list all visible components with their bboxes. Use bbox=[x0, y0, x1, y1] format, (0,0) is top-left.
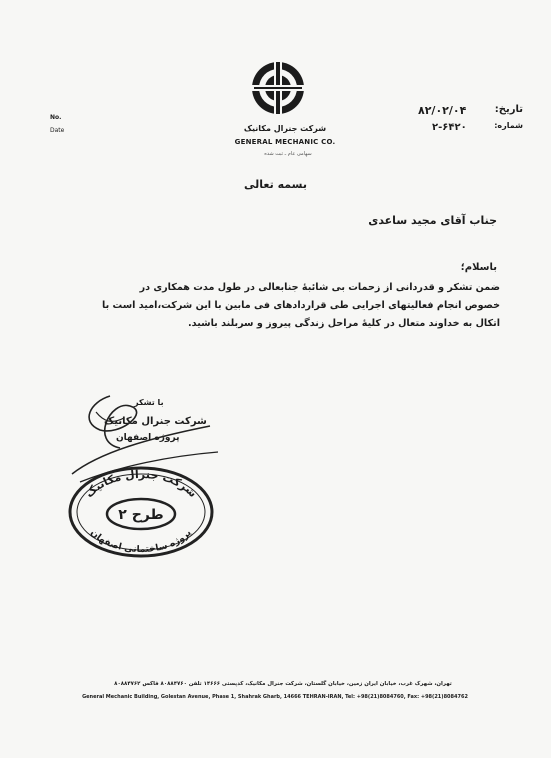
stamp-center-text: طرح ۲ bbox=[118, 507, 164, 523]
date-label-fa: تاریخ: bbox=[494, 104, 523, 115]
body-line: اتکال به خداوند متعال در کلیهٔ مراحل زندگی پیروز و سربلند باشید. bbox=[188, 318, 500, 329]
signature-thanks: با تشکر bbox=[134, 398, 164, 407]
signature-company: شرکت جنرال مکانیک bbox=[104, 416, 207, 427]
footer-address-en: General Mechanic Building, Golestan Avenue, Phase 1, Shahrak Gharb, 14666 TEHRAN-IRAN, Tel: +98(21)8084760, Fax: +98(21)8084762 bbox=[82, 694, 468, 700]
number-label-fa: شماره: bbox=[494, 121, 523, 130]
letter-number: ۲-۶۴۲۰ bbox=[432, 122, 467, 133]
greeting-line: باسلام؛ bbox=[460, 262, 497, 273]
body-line: ضمن تشکر و قدردانی از زحمات بی شائبهٔ جنابعالی در طول مدت همکاری در bbox=[139, 282, 500, 293]
invocation-heading: بسمه تعالی bbox=[244, 178, 307, 191]
company-name-fa: شرکت جنرال مکانیک bbox=[243, 124, 327, 133]
svg-text:شرکت جنرال مکانیک bbox=[83, 468, 200, 500]
company-stamp bbox=[66, 464, 216, 560]
company-subtitle: سهامی عام ـ ثبت شده bbox=[264, 151, 312, 157]
letter-date: ۸۲/۰۲/۰۴ bbox=[418, 104, 467, 117]
stamp-top-text: شرکت جنرال مکانیک bbox=[82, 467, 200, 501]
company-logo-icon bbox=[248, 58, 308, 128]
stamp-bottom-text: پروژه ساختمانی اصفهان bbox=[88, 528, 194, 556]
signature-project: پروژه اصفهان bbox=[116, 433, 180, 443]
number-label-en: No. bbox=[50, 114, 62, 121]
company-name-en: GENERAL MECHANIC CO. bbox=[234, 138, 336, 146]
body-line: خصوص انجام فعالیتهای اجرایی طی قراردادهای فی مابین با این شرکت،امید است با bbox=[102, 300, 500, 311]
footer-address-fa: تهران، شهرک غرب، خیابان ایران زمین، خیابان گلستان، شرکت جنرال مکانیک، کدپستی ۱۴۶۶۶ تلفن ۸۰۸۸۴۷۶۰ فاکس ۸۰۸۸۴۷۶۲ bbox=[114, 681, 452, 687]
date-label-en: Date bbox=[50, 127, 65, 134]
recipient-line: جناب آقای مجید ساعدی bbox=[368, 214, 497, 227]
